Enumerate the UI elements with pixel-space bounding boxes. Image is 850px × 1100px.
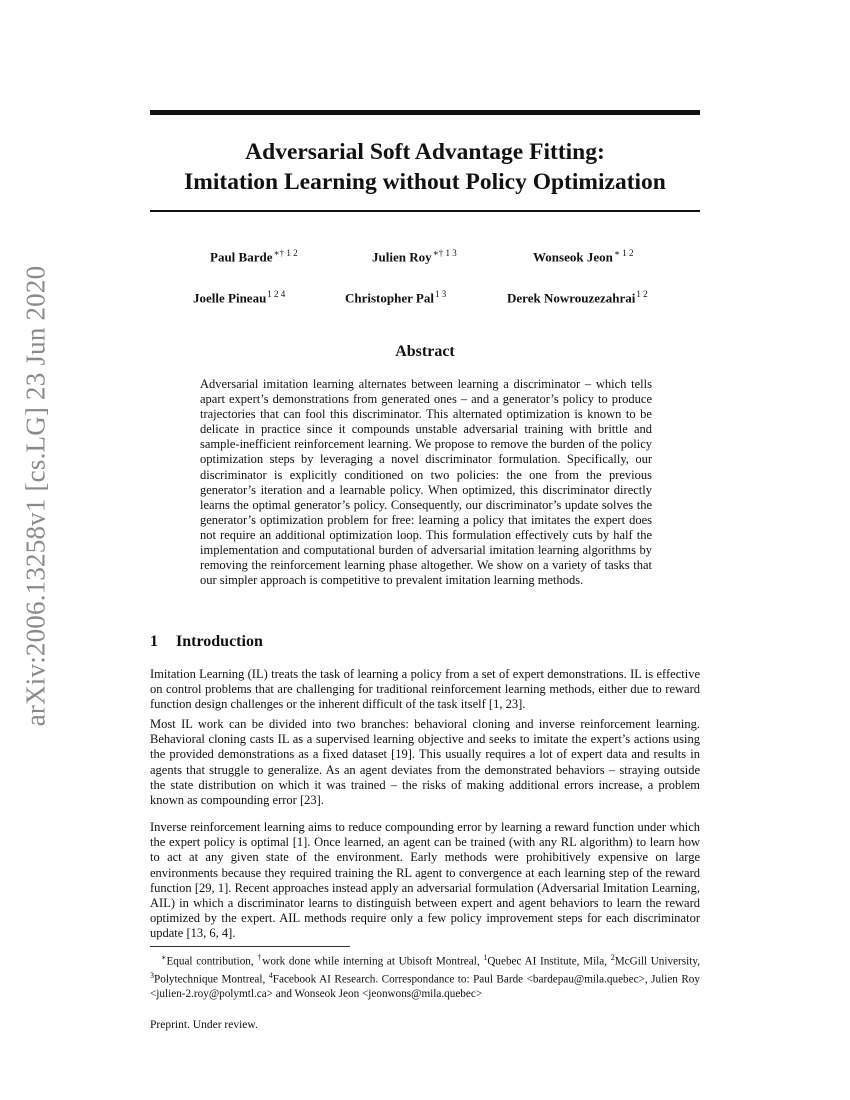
section-title: Introduction	[176, 633, 263, 650]
footnote	[150, 951, 700, 1001]
preprint-footer: Preprint. Under review.	[150, 1019, 258, 1031]
author-name: Christopher Pal	[345, 290, 434, 306]
footnote-text: Equal contribution,	[166, 955, 258, 968]
footnote-marker: †	[257, 953, 263, 962]
footnote-marker: 2	[610, 953, 615, 962]
author-affiliation: 1 2	[636, 289, 648, 299]
intro-paragraph-2: Most IL work can be divided into two branches: behavioral cloning and inverse reinforcement learning. Behavioral cloning casts IL as a supervised learning objective and seeks to imitate the expert’s actions using the provided demonstrations as a fixed dataset [19]. This usually requires a lot of expert data and results in agents that struggle to generalize. As an agent deviates from the demonstrated behaviors – straying outside the state distribution on which it was trained – the risks of making additional errors increase, a problem known as compounding error [23].	[150, 717, 700, 808]
author-derek-nowrouzezahrai	[507, 289, 648, 306]
author-paul-barde	[210, 248, 298, 265]
author-julien-roy	[372, 248, 457, 265]
footnote-text: McGill University,	[614, 955, 700, 968]
author-affiliation: 1 3	[434, 289, 447, 299]
author-name: Julien Roy	[372, 249, 432, 265]
footnote-marker: 1	[483, 953, 488, 962]
abstract-heading: Abstract	[395, 343, 455, 360]
section-number: 1	[150, 633, 158, 650]
paper-title	[150, 137, 700, 197]
footnote-rule	[150, 946, 350, 947]
footnote-text: Facebook AI Research. Correspondance to: Paul Barde <bardepau@mila.quebec>, Julien Roy <julien-2.roy@polymtl.ca> and Wonseok Jeon <jeonwons@mila.quebec>	[150, 973, 700, 1000]
author-name: Paul Barde	[210, 249, 273, 265]
author-affiliation: ∗† 1 2	[273, 248, 298, 258]
intro-paragraph-3: Inverse reinforcement learning aims to reduce compounding error by learning a reward function under which the expert policy is optimal [1]. Once learned, an agent can be trained (with any RL algorithm) to learn how to act at any given state of the environment. Early methods were prohibitively expensive on large environments because they required training the RL agent to convergence at each learning step of the reward function [29, 1]. Recent approaches instead apply an adversarial formulation (Adversarial Imitation Learning, AIL) in which a discriminator learns to distinguish between expert and agent behaviors to learn the reward optimized by the expert. AIL methods require only a few policy improvement steps for each discriminator update [13, 6, 4].	[150, 820, 700, 941]
arxiv-identifier: arXiv:2006.13258v1 [cs.LG] 23 Jun 2020	[20, 265, 51, 727]
abstract-text: Adversarial imitation learning alternates between learning a discriminator – which tells apart expert’s demonstrations from generated ones – and a generator’s policy to produce trajectories that can fool this discriminator. This alternated optimization is known to be delicate in practice since it compounds unstable adversarial training with brittle and sample-inefficient reinforcement learning. We propose to remove the burden of the policy optimization steps by leveraging a novel discriminator formulation. Specifically, our discriminator is explicitly conditioned on two policies: the one from the previous generator’s iteration and a learnable policy. When optimized, this discriminator directly learns the optimal generator’s policy. Consequently, our discriminator’s update solves the generator’s optimization problem for free: learning a policy that imitates the expert does not require an additional optimization loop. This formulation effectively cuts by half the implementation and computational burden of adversarial imitation learning algorithms by removing the reinforcement learning phase altogether. We show on a variety of tasks that our simpler approach is competitive to prevalent imitation learning methods.	[200, 377, 652, 588]
title-bottom-rule	[150, 210, 700, 212]
title-line-2: Imitation Learning without Policy Optimization	[184, 169, 666, 195]
footnote-marker: 4	[268, 970, 273, 980]
title-line-1: Adversarial Soft Advantage Fitting:	[245, 139, 605, 165]
title-top-rule	[150, 110, 700, 115]
arxiv-sidebar	[14, 265, 58, 727]
footnote-marker: 3	[150, 970, 154, 980]
author-wonseok-jeon	[533, 248, 633, 265]
footnote-marker: ∗	[161, 953, 167, 962]
author-affiliation: ∗ 1 2	[613, 248, 634, 258]
author-affiliation: 1 2 4	[267, 289, 286, 299]
author-name: Derek Nowrouzezahrai	[507, 290, 636, 306]
footnote-text: Quebec AI Institute, Mila,	[487, 955, 611, 968]
intro-paragraph-1: Imitation Learning (IL) treats the task of learning a policy from a set of expert demonstrations. IL is effective on control problems that are challenging for traditional reinforcement learning methods, either due to reward function design challenges or the inherent difficult of the task itself [1, 23].	[150, 667, 700, 712]
author-joelle-pineau	[193, 289, 285, 306]
footnote-text: Polytechnique Montreal,	[154, 973, 269, 986]
author-christopher-pal	[345, 289, 446, 306]
section-heading-introduction	[150, 633, 263, 651]
author-affiliation: ∗† 1 3	[432, 248, 457, 258]
author-name: Joelle Pineau	[193, 290, 267, 306]
footnote-text: work done while interning at Ubisoft Montreal,	[262, 955, 484, 968]
author-name: Wonseok Jeon	[533, 249, 613, 265]
